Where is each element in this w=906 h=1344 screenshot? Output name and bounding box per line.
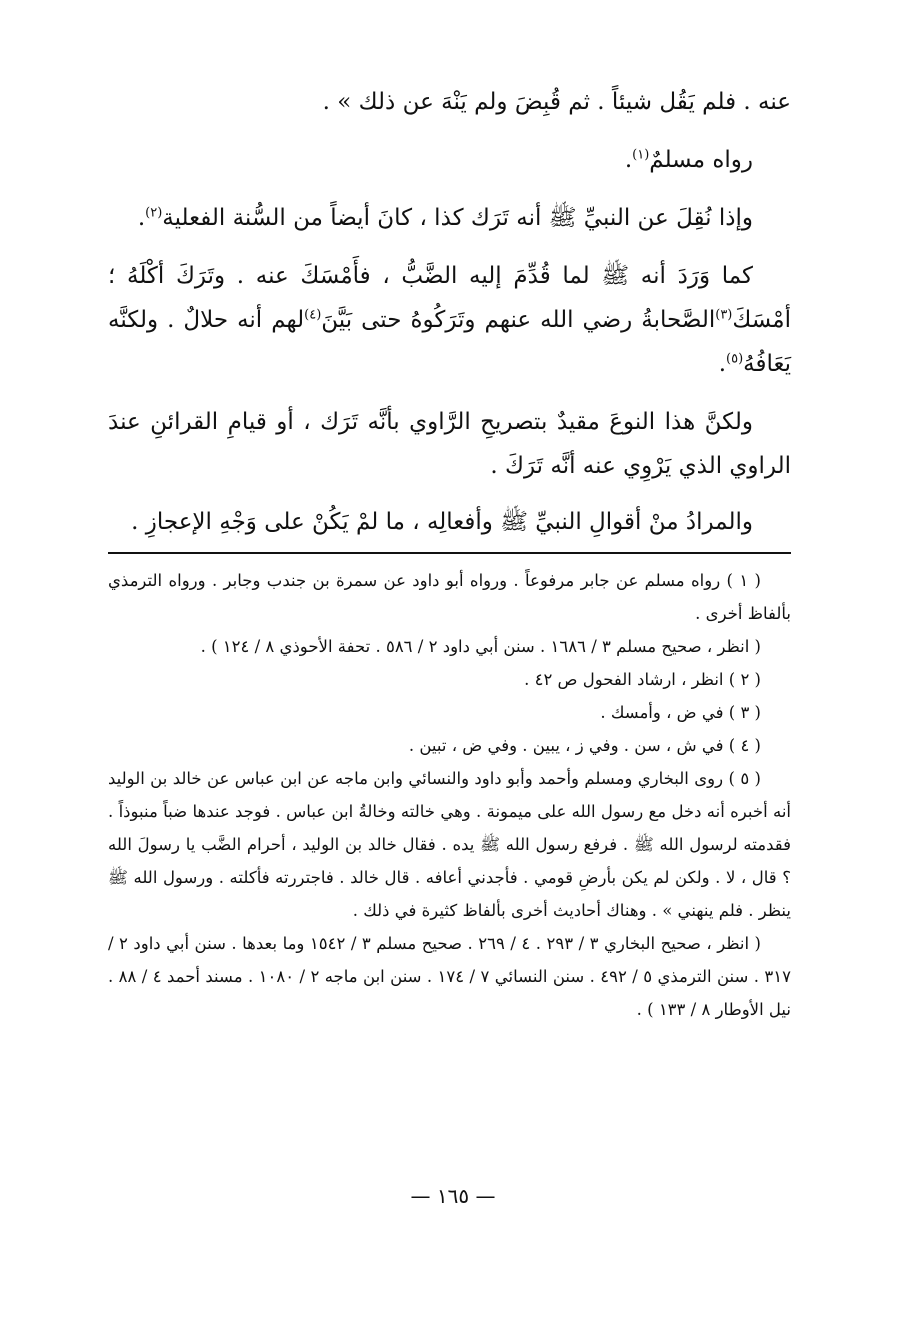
footnote-5-sources: ( انظر ، صحيح البخاري ٣ / ٢٩٣ . ٤ / ٢٦٩ . صحيح مسلم ٣ / ١٥٤٢ وما بعدها . سنن أبي داود ٢ / ٣١٧ . سنن الترمذي ٥ / ٤٩٢ . سنن النسائي ٧ / ١٧٤ . سنن ابن ماجه ٢ / ١٠٨٠ . مسند أحمد ٤ / ٨٨ . نيل الأوطار ٨ / ١٣٣ ) .: [108, 934, 791, 1019]
footnote-ref-1[interactable]: (١): [632, 147, 650, 163]
footnote-5: ( ٥ ) روى البخاري ومسلم وأحمد وأبو داود والنسائي وابن ماجه عن ابن عباس عن خالد بن الوليد أنه أخبره أنه دخل مع رسول الله على ميمونة . وهي خالته وخالةُ ابن عباس . فوجد عندها ضباً منبوذاً . فقدمته لرسول الله ﷺ . فرفع رسول الله ﷺ يده . فقال خالد بن الوليد ، أحرام الضَّب يا رسولَ الله ؟ قال ، لا . ولكن لم يكن بأرضِ قومي . فأجدني أعافه . قال خالد . فاجتررته فأكلته . ورسول الله ﷺ ينظر . فلم ينهني » . وهناك أحاديث أخرى بألفاظ كثيرة في ذلك .: [108, 769, 791, 920]
footnote-4: ( ٤ ) في ش ، سن . وفي ز ، يبين . وفي ض ، تبين .: [408, 736, 761, 755]
footnote-ref-4[interactable]: (٤): [304, 307, 322, 323]
text-punct: .: [718, 351, 727, 377]
footnote-ref-5[interactable]: (٥): [726, 351, 744, 367]
footnote-1: ( ١ ) رواه مسلم عن جابر مرفوعاً . ورواه أبو داود عن سمرة بن جندب وجابر . ورواه الترمذي بألفاظ أخرى .: [108, 571, 791, 623]
page-number: — ١٦٥ —: [410, 1184, 496, 1208]
paragraph-4: ولكنَّ هذا النوعَ مقيدٌ بتصريحِ الرَّاوي بأنَّه تَرَك ، أو قيامِ القرائنِ عندَ الراوي الذي يَرْوِي عنه أنَّه تَرَكَ .: [108, 409, 791, 479]
text-line: وإذا نُقِلَ عن النبيِّ ﷺ أنه تَرَك كذا ، كانَ أيضاً من السُّنة الفعلية: [162, 205, 753, 231]
text-line: كما وَرَدَ أنه ﷺ لما قُدِّمَ إليه الضَّبُّ ، فأَمْسَكَ عنه . وتَرَكَ أكْلَهُ ؛ أمْسَكَ: [108, 263, 791, 333]
footnote-3: ( ٣ ) في ض ، وأمسك .: [600, 703, 761, 722]
text-line: رواه مسلمٌ: [649, 147, 753, 173]
paragraph-narration: [108, 138, 791, 182]
text-line: عنه . فلم يَقُل شيئاً . ثم قُبِضَ ولم يَنْهَ عن ذلك » .: [322, 89, 791, 115]
paragraph-2: [108, 196, 791, 240]
footnote-separator: [108, 552, 791, 554]
footnotes: [108, 564, 791, 1026]
text-punct: .: [624, 147, 633, 173]
text-line: لهم أنه حلالٌ . ولكنَّه يَعَافُهُ: [108, 307, 791, 377]
text-punct: .: [137, 205, 146, 231]
paragraph-5: والمرادُ منْ أقوالِ النبيِّ ﷺ وأفعالِه ، ما لمْ يَكُنْ على وَجْهِ الإعجازِ .: [131, 509, 753, 535]
text-column: [108, 80, 791, 1026]
footnote-1-sources: ( انظر ، صحيح مسلم ٣ / ١٦٨٦ . سنن أبي داود ٢ / ٥٨٦ . تحفة الأحوذي ٨ / ١٢٤ ) .: [200, 637, 761, 656]
text-line: الصَّحابةُ رضي الله عنهم وتَرَكُوهُ حتى بَيَّنَ: [321, 307, 716, 333]
paragraph-3: [108, 254, 791, 386]
paragraph-continuation: [108, 80, 791, 124]
footnote-ref-2[interactable]: (٢): [145, 205, 163, 221]
footnote-2: ( ٢ ) انظر ، ارشاد الفحول ص ٤٢ .: [524, 670, 761, 689]
main-text: [108, 80, 791, 544]
footnote-ref-3[interactable]: (٣): [715, 307, 733, 323]
